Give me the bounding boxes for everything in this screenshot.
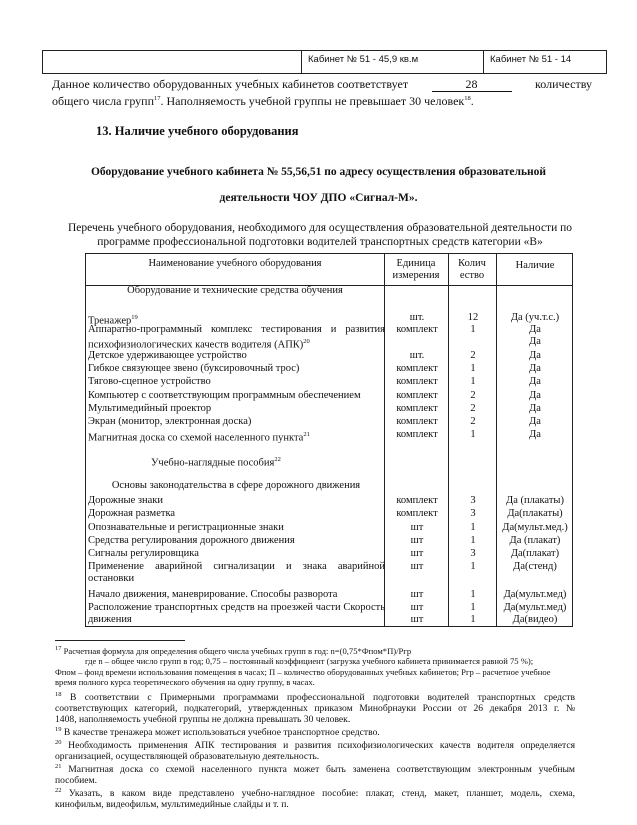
row-unit: шт <box>410 535 424 546</box>
row-unit: шт <box>410 522 424 533</box>
row-name: Начало движения, маневрирование. Способы разворота <box>88 589 338 600</box>
cabinet-count-cell: Кабинет № 51 - 14 <box>483 51 608 73</box>
row-qty: 2 <box>470 350 476 361</box>
section-visual-aids-label: Учебно-наглядные пособия <box>151 457 275 469</box>
row-unit: комплект <box>396 376 438 387</box>
row-qty: 1 <box>470 614 476 625</box>
row-avail: Да <box>529 416 541 427</box>
footnote-19: $^{19}$ В качестве тренажера может использоваться учебное транспортное средство. <box>55 726 380 739</box>
row-avail: Да (уч.т.с.) <box>510 312 560 323</box>
header-unit-line1: Единица <box>396 258 436 269</box>
row-qty: 3 <box>470 548 476 559</box>
row-name: Расположение транспортных средств на проезжей части Скорость <box>88 602 385 613</box>
section-equipment: Оборудование и технические средства обучения <box>127 285 343 296</box>
row-avail: Да (плакаты) <box>506 495 564 506</box>
footnote-17-line4: время полного курса теоретического обучения на одну группу, в часах. <box>55 677 315 688</box>
intro-line2-b: . Наполняемость учебной группы не превышает 30 человек <box>160 94 465 108</box>
row-avail: Да(мульт.мед) <box>503 602 567 613</box>
footnote-ref-20: 20 <box>303 338 310 345</box>
list-title-line2: программе профессиональной подготовки водителей транспортных средств категории «В» <box>97 236 543 248</box>
row-name: Дорожные знаки <box>88 495 164 506</box>
row-unit: комплект <box>396 390 438 401</box>
footnote-20-line2: организацией, осуществляющей образовательную деятельность. <box>55 751 320 763</box>
row-avail: Да(плакат) <box>510 548 560 559</box>
row-avail: Да <box>529 336 541 347</box>
row-name: Магнитная доска со схемой населенного пункта <box>88 432 304 444</box>
row-unit: шт <box>410 602 424 613</box>
row-avail: Да <box>529 376 541 387</box>
footnote-18-line1: В соответствии с Примерными программами профессиональной подготовки водителей транспортных средств <box>69 692 575 704</box>
row-name: психофизиологических качеств водителя (АПК) <box>88 339 304 351</box>
section-legislation: Основы законодательства в сфере дорожного движения <box>111 480 361 491</box>
row-unit: шт <box>410 561 424 572</box>
footnote-ref-21: 21 <box>303 431 310 438</box>
row-name: Аппаратно-программный комплекс тестирования и развития <box>88 324 385 335</box>
header-qty-line1: Колич <box>458 258 486 269</box>
row-avail: Да <box>529 429 541 440</box>
row-name: движения <box>88 614 132 625</box>
list-title-line1: Перечень учебного оборудования, необходимого для осуществления образовательной деятельности по <box>67 222 573 234</box>
footnote-18: $^{18}$ В соответствии с Примерными программами профессиональной подготовки водителей транспортных средств соответствующих категорий, подкатегорий, утвержденных приказом Минобрнауки России от 26 декабря 2013 г. № 1408, наполняемость учебной группы не должна превышать 30 человек. <box>55 691 575 726</box>
row-unit: комплект <box>396 429 438 440</box>
cabinet-area-cell: Кабинет № 51 - 45,9 кв.м <box>301 51 483 73</box>
row-qty: 3 <box>470 508 476 519</box>
row-avail: Да (плакат) <box>509 535 561 546</box>
row-qty: 1 <box>470 363 476 374</box>
row-qty: 1 <box>470 324 476 335</box>
row-name: остановки <box>88 573 135 584</box>
row-qty: 3 <box>470 495 476 506</box>
row-unit: комплект <box>396 363 438 374</box>
section-heading: 13. Наличие учебного оборудования <box>96 124 299 138</box>
row-qty: 12 <box>467 312 479 323</box>
row-qty: 1 <box>470 376 476 387</box>
footnote-21-line1: Магнитная доска со схемой населенного пункта может быть заменена соответствующим электронным учебным <box>68 764 575 776</box>
row-name: Детское удерживающее устройство <box>88 350 247 361</box>
footnote-22-line1: Указать, в каком виде представлено учебно-наглядное пособие: плакат, стенд, макет, планшет, модель, схема, <box>68 788 575 800</box>
row-avail: Да <box>529 350 541 361</box>
row-unit: шт <box>410 614 424 625</box>
row-avail: Да(видео) <box>512 614 558 625</box>
section-visual-aids <box>151 454 281 469</box>
row-avail: Да(мульт.мед) <box>503 589 567 600</box>
row-avail: Да <box>529 363 541 374</box>
row-qty: 1 <box>470 522 476 533</box>
header-name: Наименование учебного оборудования <box>148 258 322 269</box>
row-avail: Да(плакаты) <box>507 508 563 519</box>
row-name: Средства регулирования дорожного движения <box>88 535 295 546</box>
header-avail: Наличие <box>515 260 555 271</box>
intro-paragraph <box>52 78 592 108</box>
row-name: Мультимедийный проектор <box>88 403 212 414</box>
equipment-table <box>85 253 573 627</box>
row-name: Применение аварийной сигнализации и знака аварийной <box>88 561 385 572</box>
row-qty: 1 <box>470 589 476 600</box>
footnote-ref-22: 22 <box>274 456 281 463</box>
row-name: Сигналы регулировщика <box>88 548 199 559</box>
footnote-22: $^{22}$ Указать, в каком виде представлено учебно-наглядное пособие: плакат, стенд, макет, планшет, модель, схема, кинофильм, видеофильм, мультимедийные слайды и т. п. <box>55 787 575 811</box>
footnote-18-line3: 1408, наполняемость учебной группы не должна превышать 30 человек. <box>55 714 351 726</box>
row-name: Опознавательные и регистрационные знаки <box>88 522 284 533</box>
footnote-ref-18: 18 <box>464 95 471 102</box>
footnote-22-line2: кинофильм, видеофильм, мультимедийные слайды и т. п. <box>55 799 289 811</box>
footnote-20: $^{20}$ Необходимость применения АПК тестирования и развития психофизиологических качеств водителя определяется организацией, осуществляющей образовательную деятельность. <box>55 739 575 763</box>
row-avail: Да <box>529 324 541 335</box>
row-unit: комплект <box>396 324 438 335</box>
row-unit: шт. <box>409 350 425 361</box>
row-avail: Да <box>529 403 541 414</box>
row-name: Экран (монитор, электронная доска) <box>88 416 252 427</box>
row-unit: комплект <box>396 403 438 414</box>
row-unit: комплект <box>396 495 438 506</box>
footnote-17-line2: где n – общее число групп в год; 0,75 – постоянный коэффициент (загрузка учебного кабинета принимается равной 75 %); <box>85 656 534 667</box>
header-unit <box>384 258 448 282</box>
row-name: Тягово-сцепное устройство <box>88 376 211 387</box>
row-name: Компьютер с соответствующим программным обеспечением <box>88 390 361 401</box>
footnote-ref-19: 19 <box>131 314 138 321</box>
row-qty: 1 <box>470 561 476 572</box>
intro-line1-end: количеству <box>535 77 592 91</box>
footnote-20-line1: Необходимость применения АПК тестирования и развития психофизиологических качеств водителя определяется <box>68 740 575 752</box>
row-qty: 2 <box>470 403 476 414</box>
footnote-21-line2: пособием. <box>55 775 97 787</box>
row-unit: комплект <box>396 508 438 519</box>
footnote-17: $^{17}$ Расчетная формула для определения общего числа учебных групп в год: n=(0,75*Фпом*П)/Ргр где n – общее число групп в год; 0,75 – постоянный коэффициент (загрузка учебного кабинета принимается равной 75 %); Фпом – фонд времени использования помещения в часах; П – количество оборудованных учебных кабинетов; Ргр – расчетное учебное время полного курса теоретического обучения на одну группу, в часах. <box>55 644 575 687</box>
footnote-17-line3: Фпом – фонд времени использования помещения в часах; П – количество оборудованных учебных кабинетов; Ргр – расчетное учебное <box>55 666 551 677</box>
footnote-19-text: В качестве тренажера может использоваться учебное транспортное средство. <box>63 727 380 739</box>
row-avail: Да(мульт.мед.) <box>502 522 568 533</box>
header-qty <box>448 258 496 282</box>
row-qty: 2 <box>470 390 476 401</box>
row-unit: комплект <box>396 416 438 427</box>
row-qty: 2 <box>470 416 476 427</box>
header-qty-line2: ество <box>459 270 485 281</box>
intro-line2-a: общего числа групп <box>52 94 154 108</box>
row-name: Дорожная разметка <box>88 508 176 519</box>
footnote-separator <box>55 640 185 641</box>
footnote-18-line2: соответствующих категорий, подкатегорий, утвержденных приказом Минобрнауки России от 26 декабря 2013 г. № <box>55 703 575 715</box>
row-unit: шт <box>410 548 424 559</box>
row-unit: шт. <box>409 312 425 323</box>
row-name: Тренажер <box>88 315 132 327</box>
row-avail: Да <box>529 390 541 401</box>
row-name: Гибкое связующее звено (буксировочный трос) <box>88 363 300 374</box>
row-qty: 1 <box>470 535 476 546</box>
row-unit: шт <box>410 589 424 600</box>
intro-line2-c: . <box>470 94 474 108</box>
footnote-ref-17: 17 <box>154 95 161 102</box>
row-qty: 1 <box>470 602 476 613</box>
intro-line1-text: Данное количество оборудованных учебных кабинетов соответствует <box>52 77 409 91</box>
row-qty: 1 <box>470 429 476 440</box>
classroom-count: 28 <box>432 78 512 92</box>
list-title <box>40 221 600 249</box>
cabinet-title-line2: деятельности ЧОУ ДПО «Сигнал-М». <box>219 192 418 204</box>
cabinet-area-strip <box>42 50 607 74</box>
footnote-17-line1: Расчетная формула для определения общего числа учебных групп в год: n=(0,75*Фпом*П)/Ргр <box>63 645 412 656</box>
row-avail: Да(стенд) <box>513 561 557 572</box>
header-unit-line2: измерения <box>392 270 440 281</box>
footnote-21: $^{21}$ Магнитная доска со схемой населенного пункта может быть заменена соответствующим электронным учебным пособием. <box>55 763 575 787</box>
cabinet-title-line1: Оборудование учебного кабинета № 55,56,51 по адресу осуществления образовательной <box>90 166 547 178</box>
